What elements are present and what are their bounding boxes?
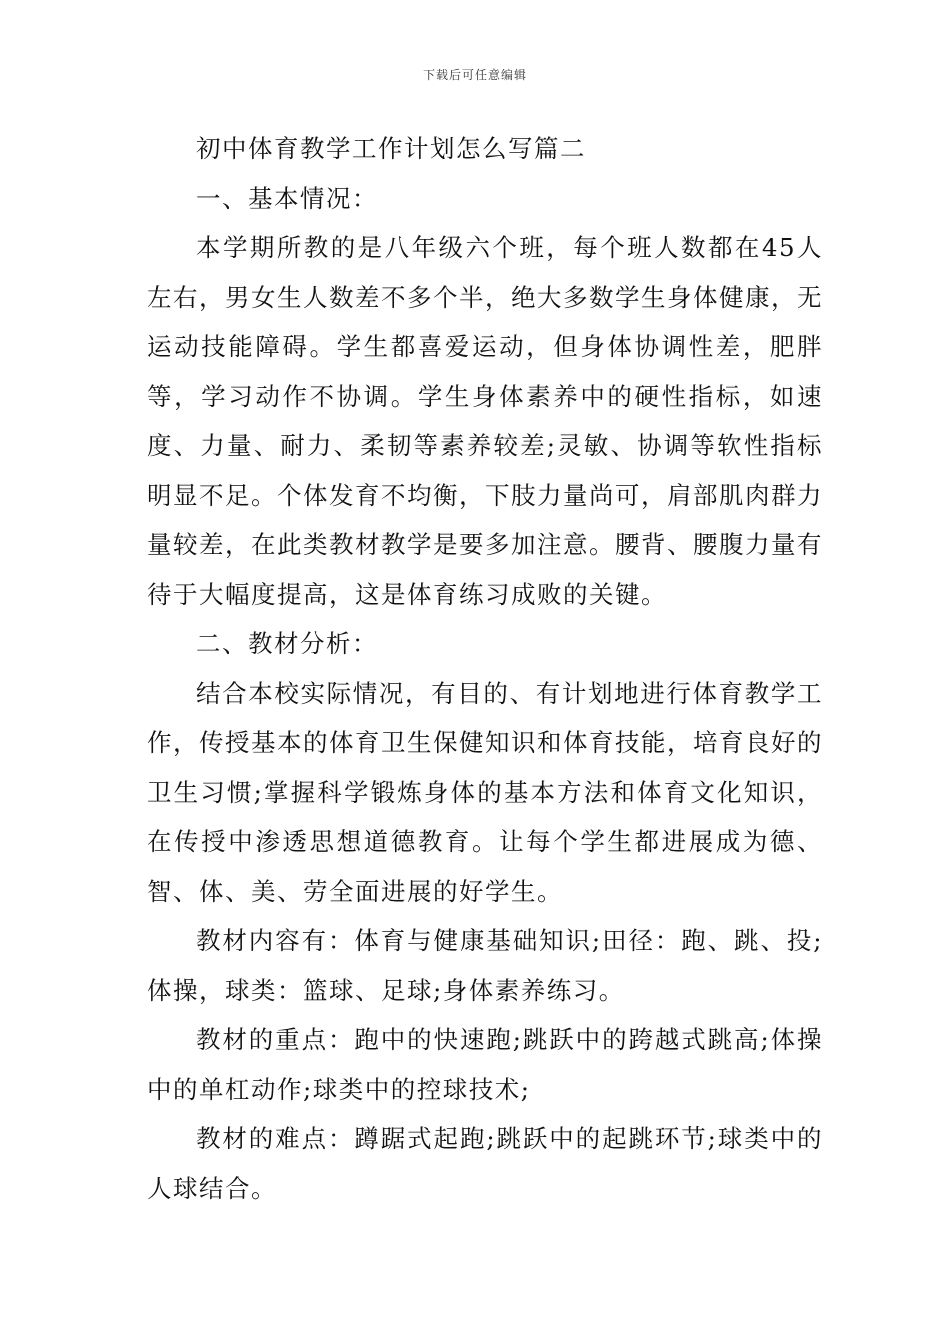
paragraph-basic-situation: 本学期所教的是八年级六个班，每个班人数都在45人左右，男女生人数差不多个半，绝大多数学生身体健康，无运动技能障碍。学生都喜爱运动，但身体协调性差，肥胖等，学习动作不协调。学生身体素养中的硬性指标，如速度、力量、耐力、柔韧等素养较差;灵敏、协调等软性指标明显不足。个体发育不均衡，下肢力量尚可，肩部肌肉群力量较差，在此类教材教学是要多加注意。腰背、腰腹力量有待于大幅度提高，这是体育练习成败的关键。 (147, 233, 823, 609)
paragraph-material-content: 教材内容有：体育与健康基础知识;田径：跑、跳、投;体操，球类：篮球、足球;身体素养练习。 (147, 926, 823, 1005)
paragraph-material-key-points: 教材的重点：跑中的快速跑;跳跃中的跨越式跳高;体操中的单杠动作;球类中的控球技术; (147, 1025, 823, 1104)
header-note: 下载后可任意编辑 (422, 68, 527, 82)
paragraph-material-difficulties: 教材的难点：蹲踞式起跑;跳跃中的起跳环节;球类中的人球结合。 (147, 1124, 823, 1203)
document-body (147, 124, 823, 1213)
section-heading-material-analysis: 二、教材分析： (196, 629, 378, 658)
paragraph-material-analysis: 结合本校实际情况，有目的、有计划地进行体育教学工作，传授基本的体育卫生保健知识和体育技能，培育良好的卫生习惯;掌握科学锻炼身体的基本方法和体育文化知识，在传授中渗透思想道德教育。让每个学生都进展成为德、智、体、美、劳全面进展的好学生。 (147, 678, 823, 906)
section-heading-basic-situation: 一、基本情况： (196, 183, 378, 213)
document-title: 初中体育教学工作计划怎么写篇二 (196, 134, 586, 163)
